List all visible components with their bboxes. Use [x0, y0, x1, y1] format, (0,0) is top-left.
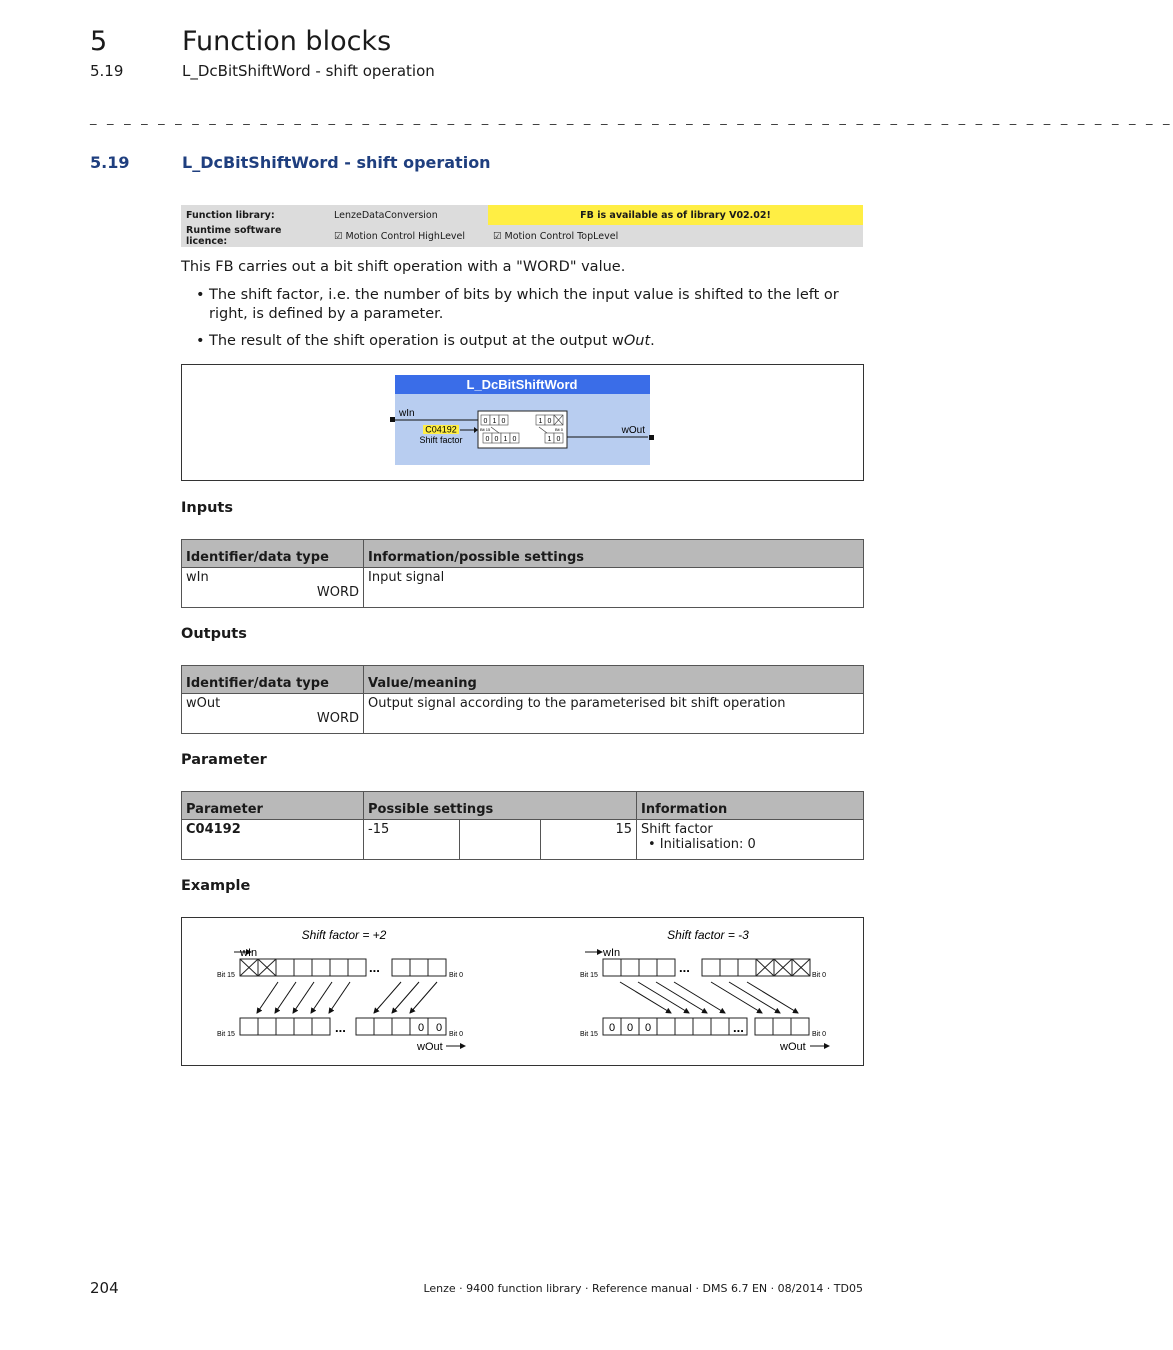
outputs-table [181, 665, 864, 734]
intro-text: This FB carries out a bit shift operation with a "WORD" value. [181, 259, 626, 275]
example-right-bottom-bit0: Bit 0 [812, 1031, 827, 1038]
example-right-input-cells [603, 959, 810, 976]
section-title: L_DcBitShiftWord - shift operation [182, 153, 491, 172]
bit-cell [240, 1018, 258, 1035]
bit-cell [374, 1018, 392, 1035]
bit-cell [258, 1018, 276, 1035]
example-left-zero-1: 0 [417, 1022, 425, 1034]
param-col-information: Information [637, 792, 864, 820]
bullet-marker: • [196, 333, 205, 349]
shift-arrow [275, 982, 296, 1013]
example-right-shift-arrows [620, 982, 798, 1013]
example-heading: Example [181, 878, 251, 894]
example-right-title: Shift factor = -3 [667, 928, 749, 942]
bit-cell [276, 959, 294, 976]
param-label: Shift factor [419, 435, 463, 445]
parameter-heading: Parameter [181, 752, 267, 768]
example-right-zero-3: 0 [644, 1022, 652, 1034]
output-identifier: wOut [186, 696, 221, 711]
bit-cell [312, 959, 330, 976]
bit-cell [356, 1018, 374, 1035]
bit-cell [276, 1018, 294, 1035]
param-initialisation: • Initialisation: 0 [648, 837, 756, 852]
bit-cell [410, 959, 428, 976]
inputs-col-information: Information/possible settings [364, 540, 864, 568]
output-data-type: WORD [316, 711, 359, 726]
shift-arrow [392, 982, 419, 1013]
example-right-bottom-ellipsis: ... [733, 1020, 744, 1035]
param-code-cell: C04192 [182, 820, 364, 860]
bit-cell [693, 1018, 711, 1035]
output-label: wOut [621, 425, 645, 436]
bit-cell [348, 959, 366, 976]
example-left-top-bit0: Bit 0 [449, 972, 464, 979]
page-number: 204 [90, 1279, 119, 1297]
shift-arrow [311, 982, 332, 1013]
section-number: 5.19 [90, 153, 130, 172]
bit-cell [294, 959, 312, 976]
bit-value: 1 [503, 436, 508, 443]
bit-value: 0 [494, 436, 499, 443]
bit-cell [738, 959, 756, 976]
input-label: wIn [399, 408, 415, 419]
bit-cell [294, 1018, 312, 1035]
shift-arrow [410, 982, 437, 1013]
intro-bullet-2: The result of the shift operation is output at the output wOut. [209, 333, 655, 349]
bit-value: 1 [492, 418, 497, 425]
bit-cell [312, 1018, 330, 1035]
input-identifier: wIn [186, 570, 209, 585]
library-value: LenzeDataConversion [329, 205, 488, 225]
example-left-bottom-bit0: Bit 0 [449, 1031, 464, 1038]
example-right-zero-1: 0 [608, 1022, 616, 1034]
bit-value: 1 [547, 436, 552, 443]
bit-cell [720, 959, 738, 976]
bit-cell [392, 1018, 410, 1035]
example-right-output-cells [603, 1018, 809, 1035]
param-max: 15 [541, 820, 637, 860]
param-code: C04192 [425, 424, 457, 435]
bit-cell [791, 1018, 809, 1035]
block-title: L_DcBitShiftWord [466, 377, 578, 392]
example-left-in-label: wIn [240, 947, 258, 959]
bullet-marker: • [196, 287, 205, 303]
param-col-settings: Possible settings [364, 792, 637, 820]
example-left-bottom-ellipsis: ... [335, 1020, 346, 1035]
table-row [182, 694, 864, 734]
param-info: Shift factor [641, 822, 713, 837]
inputs-heading: Inputs [181, 500, 233, 516]
param-col-parameter: Parameter [182, 792, 364, 820]
example-right-top-ellipsis: ... [679, 960, 690, 975]
header-rule: _ _ _ _ _ _ _ _ _ _ _ _ _ _ _ _ _ _ _ _ _ _ _ _ _ _ _ _ _ _ _ _ _ _ _ _ _ _ _ _ _ _ _ _ _ _ _ _ _ _ _ _ _ _ _ _ _ _ _ _ _ _ _ _ [90, 111, 1173, 126]
example-left-top-bit15: Bit 15 [217, 972, 235, 979]
example-right-in-label: wIn [603, 947, 621, 959]
example-left-bottom-bit15: Bit 15 [217, 1031, 235, 1038]
bit-cell [702, 959, 720, 976]
library-info-table [181, 205, 863, 247]
bit-cell [428, 959, 446, 976]
example-left-shift-arrows [257, 982, 437, 1013]
example-left-title: Shift factor = +2 [301, 928, 387, 942]
example-right-zero-2: 0 [626, 1022, 634, 1034]
example-right-out-label: wOut [780, 1041, 806, 1053]
example-left-input-cells [240, 959, 446, 976]
bit-value: 0 [483, 418, 488, 425]
intro-bullet-1: The shift factor, i.e. the number of bits by which the input value is shifted to the left or right, is defined by a parameter. [209, 287, 839, 322]
param-unit [460, 820, 541, 860]
example-right-bottom-bit15: Bit 15 [580, 1031, 598, 1038]
library-label: Function library: [181, 205, 329, 225]
bit-cell [639, 959, 657, 976]
example-diagram [181, 917, 864, 1066]
bit-value: 0 [512, 436, 517, 443]
example-left-out-label: wOut [417, 1041, 443, 1053]
bit-cell [657, 1018, 675, 1035]
bit-cell [657, 959, 675, 976]
bit-cell [711, 1018, 729, 1035]
chapter-title: Function blocks [182, 26, 392, 57]
chapter-number: 5 [90, 26, 108, 57]
outputs-col-identifier: Identifier/data type [182, 666, 364, 694]
example-right-top-bit15: Bit 15 [580, 972, 598, 979]
bit-cell [392, 959, 410, 976]
inputs-table [181, 539, 864, 608]
example-left-top-ellipsis: ... [369, 960, 380, 975]
outputs-col-value: Value/meaning [364, 666, 864, 694]
header-section-title: L_DcBitShiftWord - shift operation [182, 62, 435, 80]
inputs-col-identifier: Identifier/data type [182, 540, 364, 568]
function-block-diagram [181, 364, 864, 481]
licence-highlevel: ☑ Motion Control HighLevel [329, 225, 488, 247]
bit-value: 0 [556, 436, 561, 443]
shift-icon-bit15: Bit 15 [480, 427, 491, 432]
licence-toplevel: ☑ Motion Control TopLevel [488, 225, 863, 247]
bit-value: 0 [485, 436, 490, 443]
example-left-zero-2: 0 [435, 1022, 443, 1034]
param-min: -15 [364, 820, 460, 860]
shift-arrow [374, 982, 401, 1013]
output-pin [649, 435, 654, 440]
bit-cell [330, 959, 348, 976]
input-data-type: WORD [316, 585, 359, 600]
footer-text: Lenze · 9400 function library · Reference manual · DMS 6.7 EN · 08/2014 · TD05 [423, 1282, 863, 1295]
shift-arrow [329, 982, 350, 1013]
table-row [182, 568, 864, 608]
licence-label: Runtime software licence: [181, 225, 329, 247]
parameter-table [181, 791, 864, 860]
shift-icon-bit0: Bit 0 [555, 427, 564, 432]
bit-cell [675, 1018, 693, 1035]
bit-cell [773, 1018, 791, 1035]
input-information: Input signal [364, 568, 864, 608]
shift-arrow [293, 982, 314, 1013]
output-value: Output signal according to the parameterised bit shift operation [364, 694, 864, 734]
example-right-top-bit0: Bit 0 [812, 972, 827, 979]
shift-arrow [257, 982, 278, 1013]
bit-cell [755, 1018, 773, 1035]
bit-cell [603, 959, 621, 976]
header-section-number: 5.19 [90, 62, 124, 80]
bit-cell [621, 959, 639, 976]
bit-value: 0 [547, 418, 552, 425]
outputs-heading: Outputs [181, 626, 247, 642]
bit-value: 1 [538, 418, 543, 425]
table-row [182, 820, 864, 860]
bit-value: 0 [501, 418, 506, 425]
library-availability-note: FB is available as of library V02.02! [488, 205, 863, 225]
input-pin [390, 417, 395, 422]
